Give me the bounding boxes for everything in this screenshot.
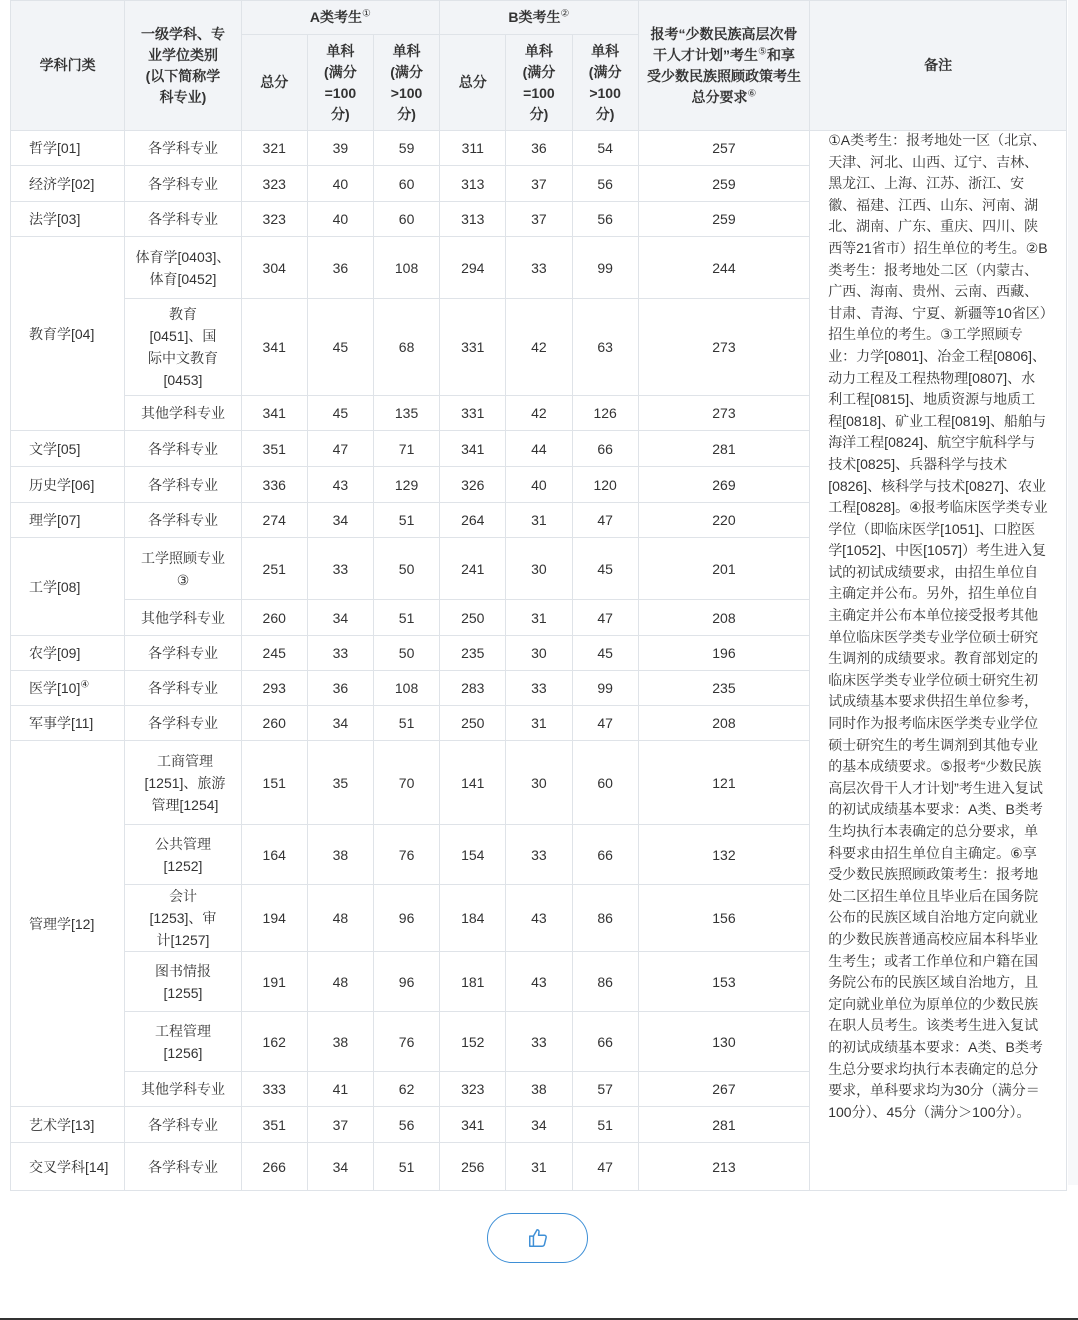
- b-single-over100-cell: 51: [572, 1107, 638, 1143]
- a-single-over100-cell: 50: [373, 538, 439, 600]
- b-single100-cell: 30: [506, 538, 572, 600]
- a-total-cell: 304: [241, 237, 307, 299]
- a-single-over100-cell: 96: [373, 885, 439, 952]
- a-single-over100-cell: 71: [373, 431, 439, 467]
- a-single100-cell: 34: [307, 600, 373, 636]
- b-single-over100-cell: 57: [572, 1072, 638, 1107]
- a-total-cell: 336: [241, 467, 307, 503]
- a-single100-cell: 33: [307, 538, 373, 600]
- b-single100-cell: 36: [506, 131, 572, 166]
- a-total-cell: 164: [241, 825, 307, 885]
- b-total-cell: 181: [440, 952, 506, 1012]
- b-single-over100-cell: 63: [572, 299, 638, 396]
- b-total-cell: 250: [440, 600, 506, 636]
- a-single100-cell: 48: [307, 952, 373, 1012]
- b-total-cell: 235: [440, 636, 506, 671]
- b-single100-cell: 33: [506, 237, 572, 299]
- a-single-over100-cell: 68: [373, 299, 439, 396]
- b-single-over100-cell: 99: [572, 671, 638, 706]
- a-single-over100-cell: 108: [373, 237, 439, 299]
- a-single100-cell: 39: [307, 131, 373, 166]
- category-label: 医学[10]: [29, 680, 81, 696]
- category-label: 法学[03]: [29, 211, 81, 227]
- a-single-over100-cell: 76: [373, 1012, 439, 1072]
- minority-total-cell: 208: [638, 706, 809, 741]
- b-single-over100-cell: 86: [572, 952, 638, 1012]
- category-cell: [11, 237, 125, 431]
- b-single-over100-cell: 120: [572, 467, 638, 503]
- a-total-cell: 341: [241, 396, 307, 431]
- category-cell: [11, 431, 125, 467]
- a-single100-cell: 38: [307, 1012, 373, 1072]
- a-single-over100-cell: 56: [373, 1107, 439, 1143]
- header-major: 一级学科、专业学位类别(以下简称学科专业): [125, 1, 241, 131]
- b-single100-cell: 42: [506, 299, 572, 396]
- b-total-cell: 313: [440, 166, 506, 202]
- a-single-over100-cell: 76: [373, 825, 439, 885]
- header-category: 学科门类: [11, 1, 125, 131]
- b-single-over100-cell: 47: [572, 1143, 638, 1191]
- minority-total-cell: 259: [638, 166, 809, 202]
- a-total-cell: 260: [241, 706, 307, 741]
- score-table: [10, 0, 1067, 1191]
- a-single100-cell: 45: [307, 396, 373, 431]
- major-cell: 各学科专业: [125, 166, 241, 202]
- b-total-cell: 341: [440, 1107, 506, 1143]
- header-minority-note2: ⑥: [747, 87, 757, 99]
- header-minority-note1: ⑤: [757, 45, 767, 57]
- a-total-cell: 333: [241, 1072, 307, 1107]
- b-single-over100-cell: 66: [572, 431, 638, 467]
- major-cell: 体育学[0403]、体育[0452]: [125, 237, 241, 299]
- major-cell: 工学照顾专业③: [125, 538, 241, 600]
- b-single100-cell: 43: [506, 885, 572, 952]
- major-cell: 各学科专业: [125, 706, 241, 741]
- major-cell: 公共管理[1252]: [125, 825, 241, 885]
- b-single100-cell: 31: [506, 706, 572, 741]
- a-single-over100-cell: 59: [373, 131, 439, 166]
- header-b-single100: 单科(满分=100分): [506, 35, 572, 131]
- b-total-cell: 326: [440, 467, 506, 503]
- category-label: 文学[05]: [29, 440, 81, 457]
- a-total-cell: 245: [241, 636, 307, 671]
- a-single-over100-cell: 60: [373, 202, 439, 237]
- category-cell: [11, 636, 125, 671]
- b-total-cell: 250: [440, 706, 506, 741]
- category-label: 哲学[01]: [29, 140, 81, 156]
- a-total-cell: 194: [241, 885, 307, 952]
- b-single100-cell: 31: [506, 600, 572, 636]
- header-group-b-note: ②: [560, 8, 570, 20]
- major-cell: 各学科专业: [125, 671, 241, 706]
- thumbs-up-icon: [527, 1227, 549, 1249]
- header-b-single-over100: 单科(满分>100分): [572, 35, 638, 131]
- b-single-over100-cell: 56: [572, 202, 638, 237]
- a-single-over100-cell: 129: [373, 467, 439, 503]
- remarks-cell: [810, 131, 1067, 1191]
- a-single-over100-cell: 96: [373, 952, 439, 1012]
- a-total-cell: 162: [241, 1012, 307, 1072]
- b-total-cell: 152: [440, 1012, 506, 1072]
- b-total-cell: 294: [440, 237, 506, 299]
- major-cell: 各学科专业: [125, 202, 241, 237]
- major-cell: 其他学科专业: [125, 396, 241, 431]
- b-single-over100-cell: 47: [572, 706, 638, 741]
- b-total-cell: 264: [440, 503, 506, 538]
- b-single100-cell: 42: [506, 396, 572, 431]
- b-single-over100-cell: 86: [572, 885, 638, 952]
- category-label: 交叉学科[14]: [29, 1158, 109, 1175]
- header-a-total: 总分: [241, 35, 307, 131]
- a-single-over100-cell: 60: [373, 166, 439, 202]
- remarks-text: ①A类考生：报考地处一区（北京、天津、河北、山西、辽宁、吉林、黑龙江、上海、江苏、浙江、安徽、福建、江西、山东、河南、湖北、湖南、广东、重庆、四川、陕西等21省市）招生单位的考生。②B类考生：报考地处二区（内蒙古、广西、海南、贵州、云南、西藏、甘肃、青海、宁夏、新疆等10省区）招生单位的考生。③工学照顾专业：力学[0801]、冶金工程[0806]、动力工程及工程热物理[0807]、水利工程[0815]、地质资源与地质工程[0818]、矿业工程[0819]、船舶与海洋工程[0824]、航空宇航科学与技术[0825]、兵器科学与技术[0826]、核科学与技术[0827]、农业工程[0828]。④报考临床医学类专业学位（即临床医学[1051]、口腔医学[1052]、中医[1057]）考生进入复试的初试成绩要求，由招生单位自主确定并公布。另外，招生单位自主确定并公布本单位接受报考其他单位临床医学类专业学位硕士研究生调剂的成绩要求。教育部划定的临床医学类专业学位硕士研究生初试成绩基本要求供招生单位参考，同时作为报考临床医学类专业学位硕士研究生的考生调剂到其他专业的基本成绩要求。⑤报考“少数民族高层次骨干人才计划”考生进入复试的初试成绩基本要求：A类、B类考生均执行本表确定的总分要求，单科要求由招生单位自主确定。⑥享受少数民族照顾政策考生：报考地处二区招生单位且毕业后在国务院公布的民族区域自治地方定向就业的少数民族普通高校应届本科毕业生考生；或者工作单位和户籍在国务院公布的民族区域自治地方，且定向就业单位为原单位的少数民族在职人员考生。该类考生进入复试的初试成绩基本要求：A类、B类考生总分要求均执行本表确定的总分要求，单科要求均为30分（满分＝100分）、45分（满分＞100分）。: [828, 132, 1048, 1120]
- minority-total-cell: 244: [638, 237, 809, 299]
- a-total-cell: 351: [241, 431, 307, 467]
- b-single-over100-cell: 45: [572, 538, 638, 600]
- b-total-cell: 323: [440, 1072, 506, 1107]
- major-cell: 其他学科专业: [125, 600, 241, 636]
- category-cell: [11, 131, 125, 166]
- a-single100-cell: 33: [307, 636, 373, 671]
- a-total-cell: 260: [241, 600, 307, 636]
- header-remarks: 备注: [810, 1, 1067, 131]
- major-cell: 工商管理[1251]、旅游管理[1254]: [125, 741, 241, 825]
- minority-total-cell: 259: [638, 202, 809, 237]
- header-b-total: 总分: [440, 35, 506, 131]
- a-total-cell: 191: [241, 952, 307, 1012]
- category-cell: [11, 538, 125, 636]
- major-cell: 各学科专业: [125, 131, 241, 166]
- minority-total-cell: 196: [638, 636, 809, 671]
- header-group-a: [241, 1, 440, 35]
- category-label: 军事学[11]: [29, 715, 94, 731]
- b-single-over100-cell: 47: [572, 600, 638, 636]
- a-single100-cell: 47: [307, 431, 373, 467]
- minority-total-cell: 121: [638, 741, 809, 825]
- b-single100-cell: 31: [506, 503, 572, 538]
- a-single100-cell: 34: [307, 503, 373, 538]
- a-single100-cell: 40: [307, 166, 373, 202]
- b-single-over100-cell: 56: [572, 166, 638, 202]
- a-single100-cell: 34: [307, 706, 373, 741]
- a-single100-cell: 48: [307, 885, 373, 952]
- a-total-cell: 341: [241, 299, 307, 396]
- b-single-over100-cell: 45: [572, 636, 638, 671]
- a-single100-cell: 37: [307, 1107, 373, 1143]
- minority-total-cell: 201: [638, 538, 809, 600]
- a-total-cell: 293: [241, 671, 307, 706]
- b-total-cell: 256: [440, 1143, 506, 1191]
- b-single100-cell: 43: [506, 952, 572, 1012]
- minority-total-cell: 208: [638, 600, 809, 636]
- minority-total-cell: 220: [638, 503, 809, 538]
- minority-total-cell: 281: [638, 1107, 809, 1143]
- minority-total-cell: 235: [638, 671, 809, 706]
- category-label: 理学[07]: [29, 512, 81, 528]
- a-single-over100-cell: 50: [373, 636, 439, 671]
- major-cell: 各学科专业: [125, 503, 241, 538]
- b-total-cell: 313: [440, 202, 506, 237]
- a-total-cell: 323: [241, 166, 307, 202]
- b-total-cell: 241: [440, 538, 506, 600]
- a-single100-cell: 40: [307, 202, 373, 237]
- b-single100-cell: 34: [506, 1107, 572, 1143]
- a-single-over100-cell: 135: [373, 396, 439, 431]
- category-note: ④: [80, 679, 90, 691]
- b-total-cell: 283: [440, 671, 506, 706]
- b-single-over100-cell: 60: [572, 741, 638, 825]
- category-cell: [11, 671, 125, 706]
- header-a-single-over100: 单科(满分>100分): [373, 35, 439, 131]
- a-single100-cell: 41: [307, 1072, 373, 1107]
- b-total-cell: 341: [440, 431, 506, 467]
- b-single-over100-cell: 66: [572, 825, 638, 885]
- a-single-over100-cell: 51: [373, 706, 439, 741]
- major-cell: 各学科专业: [125, 467, 241, 503]
- minority-total-cell: 267: [638, 1072, 809, 1107]
- b-single100-cell: 31: [506, 1143, 572, 1191]
- minority-total-cell: 130: [638, 1012, 809, 1072]
- a-total-cell: 351: [241, 1107, 307, 1143]
- a-single-over100-cell: 51: [373, 600, 439, 636]
- category-cell: [11, 202, 125, 237]
- b-single-over100-cell: 54: [572, 131, 638, 166]
- b-total-cell: 141: [440, 741, 506, 825]
- b-single-over100-cell: 99: [572, 237, 638, 299]
- category-cell: [11, 1143, 125, 1191]
- a-single-over100-cell: 62: [373, 1072, 439, 1107]
- a-single100-cell: 35: [307, 741, 373, 825]
- scroll-edge: [1068, 0, 1078, 1185]
- b-single-over100-cell: 66: [572, 1012, 638, 1072]
- like-button[interactable]: [487, 1213, 588, 1263]
- minority-total-cell: 281: [638, 431, 809, 467]
- category-cell: [11, 467, 125, 503]
- header-group-a-label: A类考生: [309, 9, 362, 25]
- b-single100-cell: 38: [506, 1072, 572, 1107]
- a-total-cell: 266: [241, 1143, 307, 1191]
- minority-total-cell: 273: [638, 396, 809, 431]
- a-single100-cell: 34: [307, 1143, 373, 1191]
- a-total-cell: 321: [241, 131, 307, 166]
- b-single100-cell: 40: [506, 467, 572, 503]
- table-row: [11, 131, 1067, 166]
- category-label: 工学[08]: [29, 578, 81, 595]
- b-single100-cell: 33: [506, 1012, 572, 1072]
- major-cell: 工程管理[1256]: [125, 1012, 241, 1072]
- category-cell: [11, 706, 125, 741]
- header-minority-mid: 和享受少数民族照顾政策考生总分要求: [646, 46, 801, 105]
- b-total-cell: 331: [440, 299, 506, 396]
- b-single-over100-cell: 47: [572, 503, 638, 538]
- b-total-cell: 154: [440, 825, 506, 885]
- b-total-cell: 311: [440, 131, 506, 166]
- header-a-single100: 单科(满分=100分): [307, 35, 373, 131]
- b-single100-cell: 30: [506, 741, 572, 825]
- a-total-cell: 151: [241, 741, 307, 825]
- a-single-over100-cell: 70: [373, 741, 439, 825]
- major-cell: 其他学科专业: [125, 1072, 241, 1107]
- minority-total-cell: 273: [638, 299, 809, 396]
- major-cell: 会计[1253]、审计[1257]: [125, 885, 241, 952]
- b-single-over100-cell: 126: [572, 396, 638, 431]
- b-single100-cell: 33: [506, 825, 572, 885]
- a-single-over100-cell: 51: [373, 1143, 439, 1191]
- a-single100-cell: 38: [307, 825, 373, 885]
- b-single100-cell: 33: [506, 671, 572, 706]
- minority-total-cell: 213: [638, 1143, 809, 1191]
- a-single-over100-cell: 51: [373, 503, 439, 538]
- header-minority: [638, 1, 809, 131]
- major-cell: 各学科专业: [125, 431, 241, 467]
- category-cell: [11, 1107, 125, 1143]
- a-single-over100-cell: 108: [373, 671, 439, 706]
- minority-total-cell: 257: [638, 131, 809, 166]
- category-cell: [11, 166, 125, 202]
- a-total-cell: 323: [241, 202, 307, 237]
- header-group-b-label: B类考生: [508, 9, 561, 25]
- major-cell: 教育[0451]、国际中文教育[0453]: [125, 299, 241, 396]
- major-cell: 各学科专业: [125, 1107, 241, 1143]
- header-group-a-note: ①: [361, 8, 371, 20]
- category-cell: [11, 741, 125, 1107]
- b-total-cell: 184: [440, 885, 506, 952]
- category-label: 艺术学[13]: [29, 1116, 95, 1133]
- b-single100-cell: 37: [506, 166, 572, 202]
- a-single100-cell: 36: [307, 237, 373, 299]
- category-label: 经济学[02]: [29, 175, 95, 192]
- header-minority-label: 报考“少数民族高层次骨干人才计划”考生: [650, 25, 798, 63]
- b-single100-cell: 30: [506, 636, 572, 671]
- b-single100-cell: 44: [506, 431, 572, 467]
- major-cell: 各学科专业: [125, 1143, 241, 1191]
- major-cell: 图书情报[1255]: [125, 952, 241, 1012]
- header-group-b: [440, 1, 639, 35]
- b-single100-cell: 37: [506, 202, 572, 237]
- category-label: 历史学[06]: [29, 476, 95, 493]
- a-single100-cell: 45: [307, 299, 373, 396]
- minority-total-cell: 132: [638, 825, 809, 885]
- minority-total-cell: 156: [638, 885, 809, 952]
- minority-total-cell: 153: [638, 952, 809, 1012]
- a-total-cell: 274: [241, 503, 307, 538]
- a-single100-cell: 43: [307, 467, 373, 503]
- category-label: 教育学[04]: [29, 325, 95, 342]
- b-total-cell: 331: [440, 396, 506, 431]
- a-single100-cell: 36: [307, 671, 373, 706]
- minority-total-cell: 269: [638, 467, 809, 503]
- category-label: 农学[09]: [29, 645, 81, 661]
- category-label: 管理学[12]: [29, 915, 95, 932]
- a-total-cell: 251: [241, 538, 307, 600]
- major-cell: 各学科专业: [125, 636, 241, 671]
- category-cell: [11, 503, 125, 538]
